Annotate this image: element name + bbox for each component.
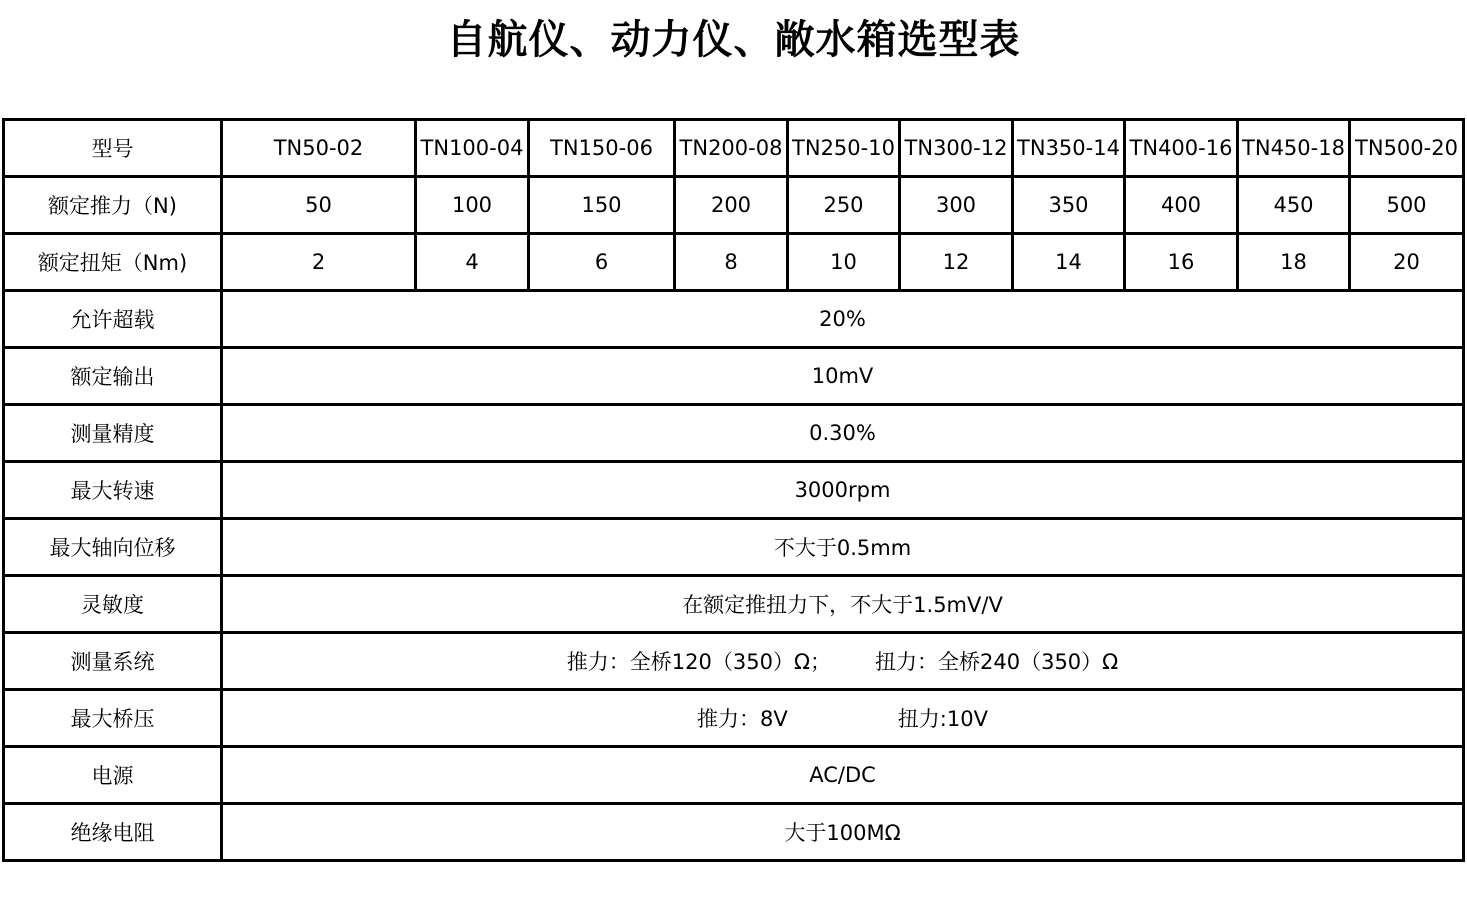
value-cell: 300 — [900, 177, 1013, 234]
page-title: 自航仪、动力仪、敞水箱选型表 — [446, 17, 1021, 63]
model-cell: TN150-06 — [529, 120, 675, 177]
value-cell: 150 — [529, 177, 675, 234]
row-label: 绝缘电阻 — [4, 804, 222, 861]
value-cell: 20% — [222, 291, 1464, 348]
value-cell: 200 — [675, 177, 788, 234]
value-cell: 8 — [675, 234, 788, 291]
value-cell: 0.30% — [222, 405, 1464, 462]
model-cell: TN300-12 — [900, 120, 1013, 177]
thrust-bridge-value: 推力：全桥120（350）Ω； — [566, 650, 831, 674]
value-cell: 20 — [1350, 234, 1464, 291]
row-label: 最大桥压 — [4, 690, 222, 747]
value-cell: 4 — [416, 234, 529, 291]
value-cell: 10 — [788, 234, 900, 291]
value-cell: 450 — [1238, 177, 1350, 234]
accuracy-row — [4, 405, 1464, 462]
row-label: 额定输出 — [4, 348, 222, 405]
value-cell — [222, 690, 1464, 747]
model-cell: TN400-16 — [1125, 120, 1238, 177]
model-row — [4, 120, 1464, 177]
sensitivity-row — [4, 576, 1464, 633]
row-label: 测量精度 — [4, 405, 222, 462]
value-cell: 14 — [1013, 234, 1125, 291]
value-cell: 100 — [416, 177, 529, 234]
value-cell: 2 — [222, 234, 416, 291]
value-cell: 大于100MΩ — [222, 804, 1464, 861]
insulation-resistance-row — [4, 804, 1464, 861]
value-cell: AC/DC — [222, 747, 1464, 804]
value-cell: 250 — [788, 177, 900, 234]
row-label: 灵敏度 — [4, 576, 222, 633]
max-bridge-voltage-row — [4, 690, 1464, 747]
value-cell: 18 — [1238, 234, 1350, 291]
value-cell: 3000rpm — [222, 462, 1464, 519]
rated-torque-row — [4, 234, 1464, 291]
max-speed-row — [4, 462, 1464, 519]
torque-voltage-value: 扭力:10V — [897, 707, 988, 731]
row-label: 允许超载 — [4, 291, 222, 348]
model-cell: TN500-20 — [1350, 120, 1464, 177]
rated-thrust-row — [4, 177, 1464, 234]
selection-table — [2, 118, 1465, 862]
model-cell: TN450-18 — [1238, 120, 1350, 177]
value-cell: 50 — [222, 177, 416, 234]
value-cell: 不大于0.5mm — [222, 519, 1464, 576]
value-cell: 在额定推扭力下，不大于1.5mV/V — [222, 576, 1464, 633]
value-cell: 12 — [900, 234, 1013, 291]
torque-bridge-value: 扭力：全桥240（350）Ω — [875, 650, 1119, 674]
row-label: 最大轴向位移 — [4, 519, 222, 576]
row-label: 测量系统 — [4, 633, 222, 690]
value-cell: 10mV — [222, 348, 1464, 405]
measurement-system-row — [4, 633, 1464, 690]
model-cell: TN50-02 — [222, 120, 416, 177]
overload-row — [4, 291, 1464, 348]
model-cell: TN250-10 — [788, 120, 900, 177]
value-cell — [222, 633, 1464, 690]
model-cell: TN200-08 — [675, 120, 788, 177]
max-axial-displacement-row — [4, 519, 1464, 576]
row-label: 型号 — [4, 120, 222, 177]
model-cell: TN100-04 — [416, 120, 529, 177]
row-label: 额定扭矩（Nm) — [4, 234, 222, 291]
row-label: 额定推力（N) — [4, 177, 222, 234]
value-cell: 6 — [529, 234, 675, 291]
rated-output-row — [4, 348, 1464, 405]
row-label: 电源 — [4, 747, 222, 804]
value-cell: 350 — [1013, 177, 1125, 234]
value-cell: 500 — [1350, 177, 1464, 234]
row-label: 最大转速 — [4, 462, 222, 519]
value-cell: 400 — [1125, 177, 1238, 234]
power-row — [4, 747, 1464, 804]
model-cell: TN350-14 — [1013, 120, 1125, 177]
value-cell: 16 — [1125, 234, 1238, 291]
thrust-voltage-value: 推力：8V — [697, 707, 788, 731]
